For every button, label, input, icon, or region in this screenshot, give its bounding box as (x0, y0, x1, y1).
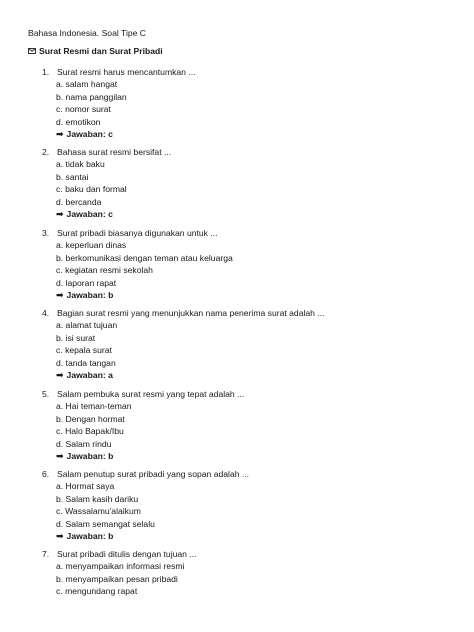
answer-option: b. santai (56, 171, 89, 182)
question-item (42, 227, 233, 302)
right-arrow-icon: ➡ (56, 209, 64, 219)
question-number: 2. (42, 147, 50, 157)
right-arrow-icon: ➡ (56, 129, 64, 139)
option-list (56, 480, 249, 543)
question-item (42, 146, 171, 221)
question-text: Salam pembuka surat resmi yang tepat adalah ... (57, 389, 245, 399)
question-header (42, 66, 196, 78)
question-header (42, 227, 233, 239)
right-arrow-icon: ➡ (56, 451, 64, 461)
question-text: Surat resmi harus mencantumkan ... (57, 67, 196, 77)
answer-text: Jawaban: a (66, 370, 113, 380)
option-list (56, 239, 233, 302)
answer-option: d. laporan rapat (56, 277, 117, 288)
answer-option: a. salam hangat (56, 79, 118, 89)
answer-option: d. tanda tangan (56, 357, 116, 368)
question-header (42, 388, 244, 400)
answer-option: d. bercanda (56, 196, 102, 207)
right-arrow-icon: ➡ (56, 370, 64, 380)
question-item (42, 66, 196, 141)
right-arrow-icon: ➡ (56, 290, 64, 300)
answer-option: a. alamat tujuan (56, 320, 118, 330)
answer-option: a. Hai teman-teman (56, 401, 132, 411)
answer-option: c. mengundang rapat (56, 586, 138, 596)
answer-key (56, 128, 196, 141)
section-heading (28, 46, 163, 56)
answer-option: c. Halo Bapak/Ibu (56, 426, 124, 436)
question-text: Surat pribadi ditulis dengan tujuan ... (57, 549, 197, 559)
option-list (56, 158, 171, 221)
question-text: Salam penutup surat pribadi yang sopan adalah ... (57, 469, 250, 479)
answer-option: b. berkomunikasi dengan teman atau keluarga (56, 252, 233, 263)
section-title: Surat Resmi dan Surat Pribadi (39, 46, 163, 56)
answer-option: c. kepala surat (56, 345, 112, 355)
answer-option: c. kegiatan resmi sekolah (56, 265, 153, 275)
answer-option: b. menyampaikan pesan pribadi (56, 573, 178, 584)
question-number: 7. (42, 549, 50, 559)
question-number: 1. (42, 67, 50, 77)
question-header (42, 468, 249, 480)
answer-option: d. Salam semangat selalu (56, 518, 155, 529)
question-item (42, 307, 325, 382)
answer-option: b. Salam kasih dariku (56, 493, 139, 504)
answer-key (56, 450, 244, 463)
answer-text: Jawaban: c (66, 129, 113, 139)
answer-option: a. menyampaikan informasi resmi (56, 561, 185, 571)
answer-option: a. Hormat saya (56, 481, 115, 491)
answer-option: a. keperluan dinas (56, 240, 127, 250)
option-list (56, 560, 197, 598)
question-item (42, 388, 244, 463)
answer-key (56, 208, 171, 221)
question-header (42, 307, 325, 319)
answer-option: d. Salam rindu (56, 438, 112, 449)
option-list (56, 78, 196, 141)
question-text: Bahasa surat resmi bersifat ... (57, 147, 172, 157)
option-list (56, 400, 244, 463)
answer-option: d. emotikon (56, 116, 101, 127)
answer-option: c. Wassalamu'alaikum (56, 506, 141, 516)
envelope-icon (28, 48, 36, 54)
question-number: 4. (42, 308, 50, 318)
answer-key (56, 289, 233, 302)
answer-option: b. nama panggilan (56, 91, 127, 102)
answer-text: Jawaban: c (66, 209, 113, 219)
answer-option: a. tidak baku (56, 159, 105, 169)
answer-option: b. Dengan hormat (56, 413, 125, 424)
question-item (42, 468, 249, 543)
question-header (42, 146, 171, 158)
answer-text: Jawaban: b (66, 531, 114, 541)
answer-option: b. isi surat (56, 332, 96, 343)
question-text: Surat pribadi biasanya digunakan untuk ... (57, 228, 218, 238)
question-number: 5. (42, 389, 50, 399)
option-list (56, 319, 325, 382)
question-number: 6. (42, 469, 50, 479)
question-text: Bagian surat resmi yang menunjukkan nama penerima surat adalah ... (57, 308, 325, 318)
answer-text: Jawaban: b (66, 290, 114, 300)
right-arrow-icon: ➡ (56, 531, 64, 541)
answer-key (56, 530, 249, 543)
answer-text: Jawaban: b (66, 451, 114, 461)
document-subject: Bahasa Indonesia. Soal Tipe C (28, 28, 147, 38)
question-item (42, 548, 197, 598)
question-number: 3. (42, 228, 50, 238)
answer-key (56, 369, 325, 382)
question-header (42, 548, 197, 560)
answer-option: c. baku dan formal (56, 184, 127, 194)
answer-option: c. nomor surat (56, 104, 111, 114)
